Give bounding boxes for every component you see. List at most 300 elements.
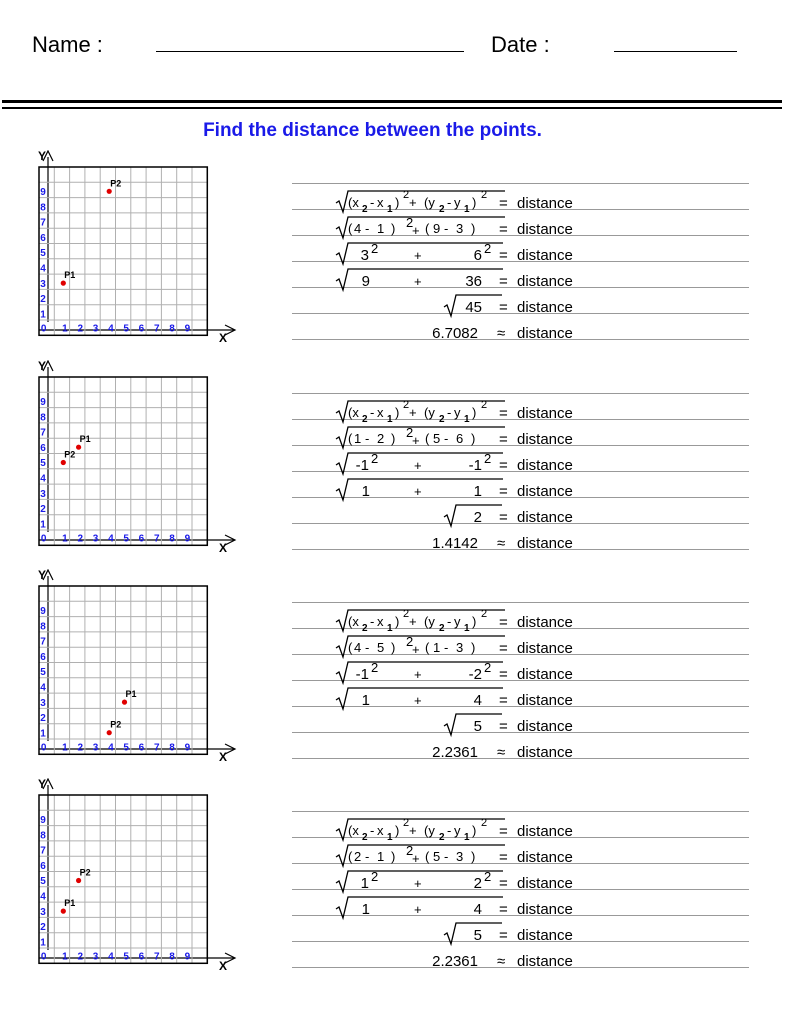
y-tick-label: 1 (40, 519, 46, 531)
formula-part: 1 (464, 204, 470, 215)
point-p1 (122, 700, 127, 705)
x-tick-label: 7 (153, 323, 160, 335)
radical-sign (336, 427, 505, 448)
square-term-a: 3 (360, 247, 369, 264)
approx-sign: ≈ (497, 325, 506, 342)
formula-part: ) (395, 195, 400, 210)
sub-y2: 5 (433, 849, 441, 864)
formula-part: ) (472, 195, 477, 210)
formula-part: (x (348, 405, 359, 420)
y-tick-label: 9 (40, 605, 46, 617)
formula-part: y (454, 405, 461, 420)
paren-close: ) (471, 849, 476, 864)
distance-label: distance (517, 927, 573, 944)
square-term-a: 1 (360, 875, 369, 892)
minus-sign: - (444, 431, 449, 446)
formula-part: ) (395, 614, 400, 629)
paren-close: ) (391, 849, 396, 864)
y-tick-label: 7 (40, 217, 46, 229)
y-tick-label: 2 (40, 504, 46, 516)
point-p2 (107, 189, 112, 194)
x-tick-label: 5 (123, 951, 129, 963)
formula-part: 2 (481, 817, 488, 829)
y-tick-label: 7 (40, 845, 46, 857)
plus-sign: + (412, 433, 420, 448)
x-tick-label: 9 (184, 323, 191, 335)
formula-part: 2 (481, 189, 488, 201)
grid-border (39, 167, 207, 335)
problem-2 (0, 360, 791, 570)
x-tick-label: 9 (184, 951, 191, 963)
plus-sign: + (412, 642, 420, 657)
plus-sign: + (412, 223, 420, 238)
x-tick-label: 0 (40, 533, 47, 545)
x-tick-label: 3 (92, 323, 99, 335)
paren-close: ) (471, 431, 476, 446)
y-axis-label: Y (38, 360, 47, 373)
value-a: 1 (361, 483, 370, 500)
formula-part: 1 (464, 832, 470, 843)
plus-sign: + (412, 851, 420, 866)
formula-part: 1 (387, 623, 393, 634)
y-tick-label: 3 (40, 488, 46, 500)
equals-sign: = (499, 299, 508, 316)
x-axis-label: X (219, 331, 228, 345)
name-label: Name : (32, 32, 103, 57)
formula-part: + (409, 823, 417, 838)
sub-x2: 4 (354, 221, 362, 236)
sub-x2: 1 (354, 431, 362, 446)
point-p1-label: P1 (125, 689, 137, 700)
distance-label: distance (517, 823, 573, 840)
equals-sign: = (499, 483, 508, 500)
formula-part: + (409, 195, 417, 210)
worksheet-title: Find the distance between the points. (203, 120, 542, 141)
x-tick-label: 3 (92, 533, 99, 545)
distance-label: distance (517, 325, 573, 342)
equals-sign: = (499, 927, 508, 944)
formula-part: 2 (403, 608, 410, 620)
sub-y2: 1 (433, 640, 441, 655)
formula-part: - (447, 405, 452, 420)
formula-part: ) (395, 405, 400, 420)
x-tick-label: 7 (153, 533, 160, 545)
plus-sign: + (414, 902, 422, 917)
plus-sign: + (414, 248, 422, 263)
formula-part: - (370, 823, 375, 838)
y-tick-label: 2 (40, 294, 46, 306)
x-tick-label: 6 (138, 533, 145, 545)
formula-part: y (454, 195, 461, 210)
formula-part: - (370, 405, 375, 420)
exponent: 2 (406, 425, 414, 440)
distance-label: distance (517, 457, 573, 474)
distance-label: distance (517, 299, 573, 316)
y-tick-label: 8 (40, 412, 46, 424)
formula-part: (y (424, 614, 435, 629)
value-a: 1 (361, 901, 370, 918)
x-tick-label: 6 (138, 323, 145, 335)
x-axis-label: X (219, 750, 228, 764)
grid-border (39, 795, 207, 963)
x-tick-label: 2 (77, 951, 84, 963)
y-tick-label: 6 (40, 232, 46, 244)
equals-sign: = (499, 640, 508, 657)
coordinate-graph (30, 778, 245, 978)
formula-part: 1 (464, 623, 470, 634)
sub-y1: 3 (456, 849, 464, 864)
distance-label: distance (517, 718, 573, 735)
y-tick-label: 5 (40, 667, 46, 679)
formula-part: 2 (439, 414, 445, 425)
paren-close: ) (471, 640, 476, 655)
header-divider (2, 100, 782, 109)
distance-label: distance (517, 640, 573, 657)
radical-substitution (336, 216, 507, 240)
formula-part: ) (472, 614, 477, 629)
value-b: 1 (473, 483, 482, 500)
problem-3 (0, 569, 791, 779)
x-tick-label: 5 (123, 533, 129, 545)
point-p1 (61, 909, 66, 914)
y-tick-label: 7 (40, 636, 46, 648)
sub-x1: 5 (377, 640, 385, 655)
formula-part: 2 (439, 832, 445, 843)
formula-part: ) (472, 823, 477, 838)
paren-close: ) (391, 640, 396, 655)
paren-open: ( (348, 640, 353, 655)
formula-part: 2 (481, 399, 488, 411)
distance-label: distance (517, 614, 573, 631)
equals-sign: = (499, 849, 508, 866)
coordinate-graph (30, 360, 245, 560)
y-tick-label: 3 (40, 697, 46, 709)
formula-part: x (377, 405, 384, 420)
x-tick-label: 1 (62, 323, 68, 335)
x-tick-label: 6 (138, 742, 145, 754)
exponent: 2 (484, 869, 492, 884)
equals-sign: = (499, 405, 508, 422)
formula-part: - (370, 195, 375, 210)
formula-part: (x (348, 614, 359, 629)
x-tick-label: 9 (184, 742, 191, 754)
equals-sign: = (499, 273, 508, 290)
sum-value: 5 (473, 718, 482, 735)
radical-substitution (336, 426, 507, 450)
y-tick-label: 9 (40, 186, 46, 198)
sub-x2: 2 (354, 849, 362, 864)
distance-label: distance (517, 744, 573, 761)
distance-label: distance (517, 431, 573, 448)
radical-substitution (336, 844, 507, 868)
plus-sign: + (414, 458, 422, 473)
minus-sign: - (365, 431, 370, 446)
distance-label: distance (517, 849, 573, 866)
value-b: 4 (473, 692, 482, 709)
problem-1 (0, 150, 791, 360)
sum-value: 45 (465, 299, 482, 316)
x-tick-label: 0 (40, 742, 47, 754)
distance-label: distance (517, 221, 573, 238)
formula-part: 1 (387, 832, 393, 843)
distance-label: distance (517, 901, 573, 918)
y-tick-label: 5 (40, 458, 46, 470)
minus-sign: - (444, 849, 449, 864)
y-tick-label: 9 (40, 396, 46, 408)
formula-part: x (377, 195, 384, 210)
plus-sign: + (414, 667, 422, 682)
distance-label: distance (517, 195, 573, 212)
exponent: 2 (484, 241, 492, 256)
y-tick-label: 4 (40, 891, 46, 903)
square-term-b: -1 (468, 457, 482, 474)
plus-sign: + (414, 876, 422, 891)
distance-label: distance (517, 483, 573, 500)
answer-line (292, 393, 749, 394)
sub-x1: 1 (377, 221, 385, 236)
distance-label: distance (517, 666, 573, 683)
y-tick-label: 1 (40, 309, 46, 321)
value-b: 36 (465, 273, 482, 290)
radical-sign (336, 845, 505, 866)
formula-part: - (447, 614, 452, 629)
formula-part: 2 (362, 832, 368, 843)
paren-open: ( (348, 221, 353, 236)
minus-sign: - (444, 640, 449, 655)
y-axis-label: Y (38, 569, 47, 582)
formula-part: + (409, 405, 417, 420)
plus-sign: + (414, 693, 422, 708)
x-tick-label: 1 (62, 742, 68, 754)
formula-part: 1 (387, 204, 393, 215)
exponent: 2 (371, 451, 379, 466)
point-p1 (76, 445, 81, 450)
approx-sign: ≈ (497, 744, 506, 761)
distance-label: distance (517, 535, 573, 552)
point-p2-label: P2 (110, 178, 122, 189)
formula-part: (x (348, 823, 359, 838)
y-tick-label: 8 (40, 830, 46, 842)
x-tick-label: 8 (169, 951, 175, 963)
radical-sign (336, 636, 505, 657)
x-tick-label: 4 (108, 951, 114, 963)
distance-label: distance (517, 509, 573, 526)
point-p1 (61, 281, 66, 286)
radical-sign (336, 217, 505, 238)
name-field-line[interactable] (156, 51, 464, 52)
sub-y1: 3 (456, 640, 464, 655)
x-tick-label: 5 (123, 323, 129, 335)
plus-sign: + (414, 484, 422, 499)
y-tick-label: 3 (40, 906, 46, 918)
formula-part: x (377, 614, 384, 629)
y-tick-label: 6 (40, 860, 46, 872)
point-p2 (107, 730, 112, 735)
square-term-a: -1 (355, 457, 369, 474)
point-p2 (76, 878, 81, 883)
formula-part: 2 (481, 608, 488, 620)
formula-part: y (454, 823, 461, 838)
formula-part: x (377, 823, 384, 838)
formula-part: (x (348, 195, 359, 210)
point-p1-label: P1 (79, 434, 91, 445)
y-tick-label: 8 (40, 621, 46, 633)
minus-sign: - (444, 221, 449, 236)
equals-sign: = (499, 457, 508, 474)
y-tick-label: 1 (40, 937, 46, 949)
y-tick-label: 8 (40, 202, 46, 214)
exponent: 2 (484, 451, 492, 466)
y-tick-label: 7 (40, 427, 46, 439)
paren-open: ( (348, 849, 353, 864)
x-tick-label: 8 (169, 742, 175, 754)
sub-x2: 4 (354, 640, 362, 655)
paren-open: ( (348, 431, 353, 446)
formula-part: (y (424, 823, 435, 838)
problem-4 (0, 778, 791, 988)
x-tick-label: 7 (153, 742, 160, 754)
x-tick-label: 1 (62, 533, 68, 545)
y-axis-label: Y (38, 150, 47, 163)
formula-part: 1 (464, 414, 470, 425)
sum-value: 5 (473, 927, 482, 944)
exponent: 2 (371, 660, 379, 675)
paren-close: ) (391, 221, 396, 236)
y-tick-label: 2 (40, 713, 46, 725)
plus-sign: + (414, 274, 422, 289)
x-tick-label: 9 (184, 533, 191, 545)
x-tick-label: 2 (77, 533, 84, 545)
paren-open: ( (425, 221, 430, 236)
x-tick-label: 3 (92, 742, 99, 754)
distance-label: distance (517, 692, 573, 709)
y-tick-label: 4 (40, 263, 46, 275)
exponent: 2 (371, 241, 379, 256)
minus-sign: - (365, 640, 370, 655)
grid-border (39, 586, 207, 754)
formula-part: 2 (362, 204, 368, 215)
exponent: 2 (371, 869, 379, 884)
value-b: 4 (473, 901, 482, 918)
date-field-line[interactable] (614, 51, 737, 52)
sub-y2: 5 (433, 431, 441, 446)
answer-line (292, 183, 749, 184)
equals-sign: = (499, 195, 508, 212)
equals-sign: = (499, 431, 508, 448)
equals-sign: = (499, 901, 508, 918)
point-p2-label: P2 (79, 867, 91, 878)
exponent: 2 (406, 215, 414, 230)
point-p1-label: P1 (64, 270, 76, 281)
y-tick-label: 5 (40, 876, 46, 888)
square-term-b: 6 (473, 247, 482, 264)
distance-label: distance (517, 405, 573, 422)
y-tick-label: 2 (40, 922, 46, 934)
x-tick-label: 8 (169, 323, 175, 335)
formula-part: (y (424, 195, 435, 210)
x-tick-label: 2 (77, 323, 84, 335)
x-tick-label: 0 (40, 951, 47, 963)
formula-part: 2 (439, 623, 445, 634)
formula-part: - (370, 614, 375, 629)
formula-part: (y (424, 405, 435, 420)
formula-part: ) (395, 823, 400, 838)
equals-sign: = (499, 875, 508, 892)
x-tick-label: 8 (169, 533, 175, 545)
sub-y1: 3 (456, 221, 464, 236)
equals-sign: = (499, 247, 508, 264)
x-axis-label: X (219, 959, 228, 973)
y-tick-label: 1 (40, 728, 46, 740)
formula-part: + (409, 614, 417, 629)
x-tick-label: 2 (77, 742, 84, 754)
x-tick-label: 0 (40, 323, 47, 335)
coordinate-graph (30, 569, 245, 769)
sub-x1: 1 (377, 849, 385, 864)
formula-part: 2 (403, 399, 410, 411)
square-term-b: 2 (473, 875, 482, 892)
result-value: 6.7082 (432, 325, 478, 342)
x-tick-label: 6 (138, 951, 145, 963)
y-tick-label: 4 (40, 473, 46, 485)
formula-part: ) (472, 405, 477, 420)
result-value: 2.2361 (432, 953, 478, 970)
minus-sign: - (365, 849, 370, 864)
formula-part: 2 (439, 204, 445, 215)
square-term-a: -1 (355, 666, 369, 683)
distance-label: distance (517, 875, 573, 892)
approx-sign: ≈ (497, 535, 506, 552)
formula-part: - (447, 195, 452, 210)
formula-part: - (447, 823, 452, 838)
exponent: 2 (406, 843, 414, 858)
sub-y2: 9 (433, 221, 441, 236)
point-p2-label: P2 (110, 719, 122, 730)
point-p2-label: P2 (64, 449, 76, 460)
equals-sign: = (499, 718, 508, 735)
paren-open: ( (425, 849, 430, 864)
paren-close: ) (471, 221, 476, 236)
answer-line (292, 602, 749, 603)
equals-sign: = (499, 692, 508, 709)
paren-close: ) (391, 431, 396, 446)
distance-label: distance (517, 273, 573, 290)
paren-open: ( (425, 431, 430, 446)
formula-part: 1 (387, 414, 393, 425)
y-tick-label: 9 (40, 814, 46, 826)
formula-part: 2 (362, 414, 368, 425)
formula-part: y (454, 614, 461, 629)
y-tick-label: 6 (40, 442, 46, 454)
answer-line (292, 811, 749, 812)
result-value: 1.4142 (432, 535, 478, 552)
x-tick-label: 3 (92, 951, 99, 963)
minus-sign: - (365, 221, 370, 236)
y-tick-label: 3 (40, 278, 46, 290)
coordinate-graph (30, 150, 245, 350)
y-axis-label: Y (38, 778, 47, 791)
approx-sign: ≈ (497, 953, 506, 970)
equals-sign: = (499, 614, 508, 631)
exponent: 2 (406, 634, 414, 649)
sub-x1: 2 (377, 431, 385, 446)
equals-sign: = (499, 823, 508, 840)
x-tick-label: 7 (153, 951, 160, 963)
equals-sign: = (499, 509, 508, 526)
y-tick-label: 6 (40, 651, 46, 663)
result-value: 2.2361 (432, 744, 478, 761)
date-label: Date : (491, 32, 550, 57)
